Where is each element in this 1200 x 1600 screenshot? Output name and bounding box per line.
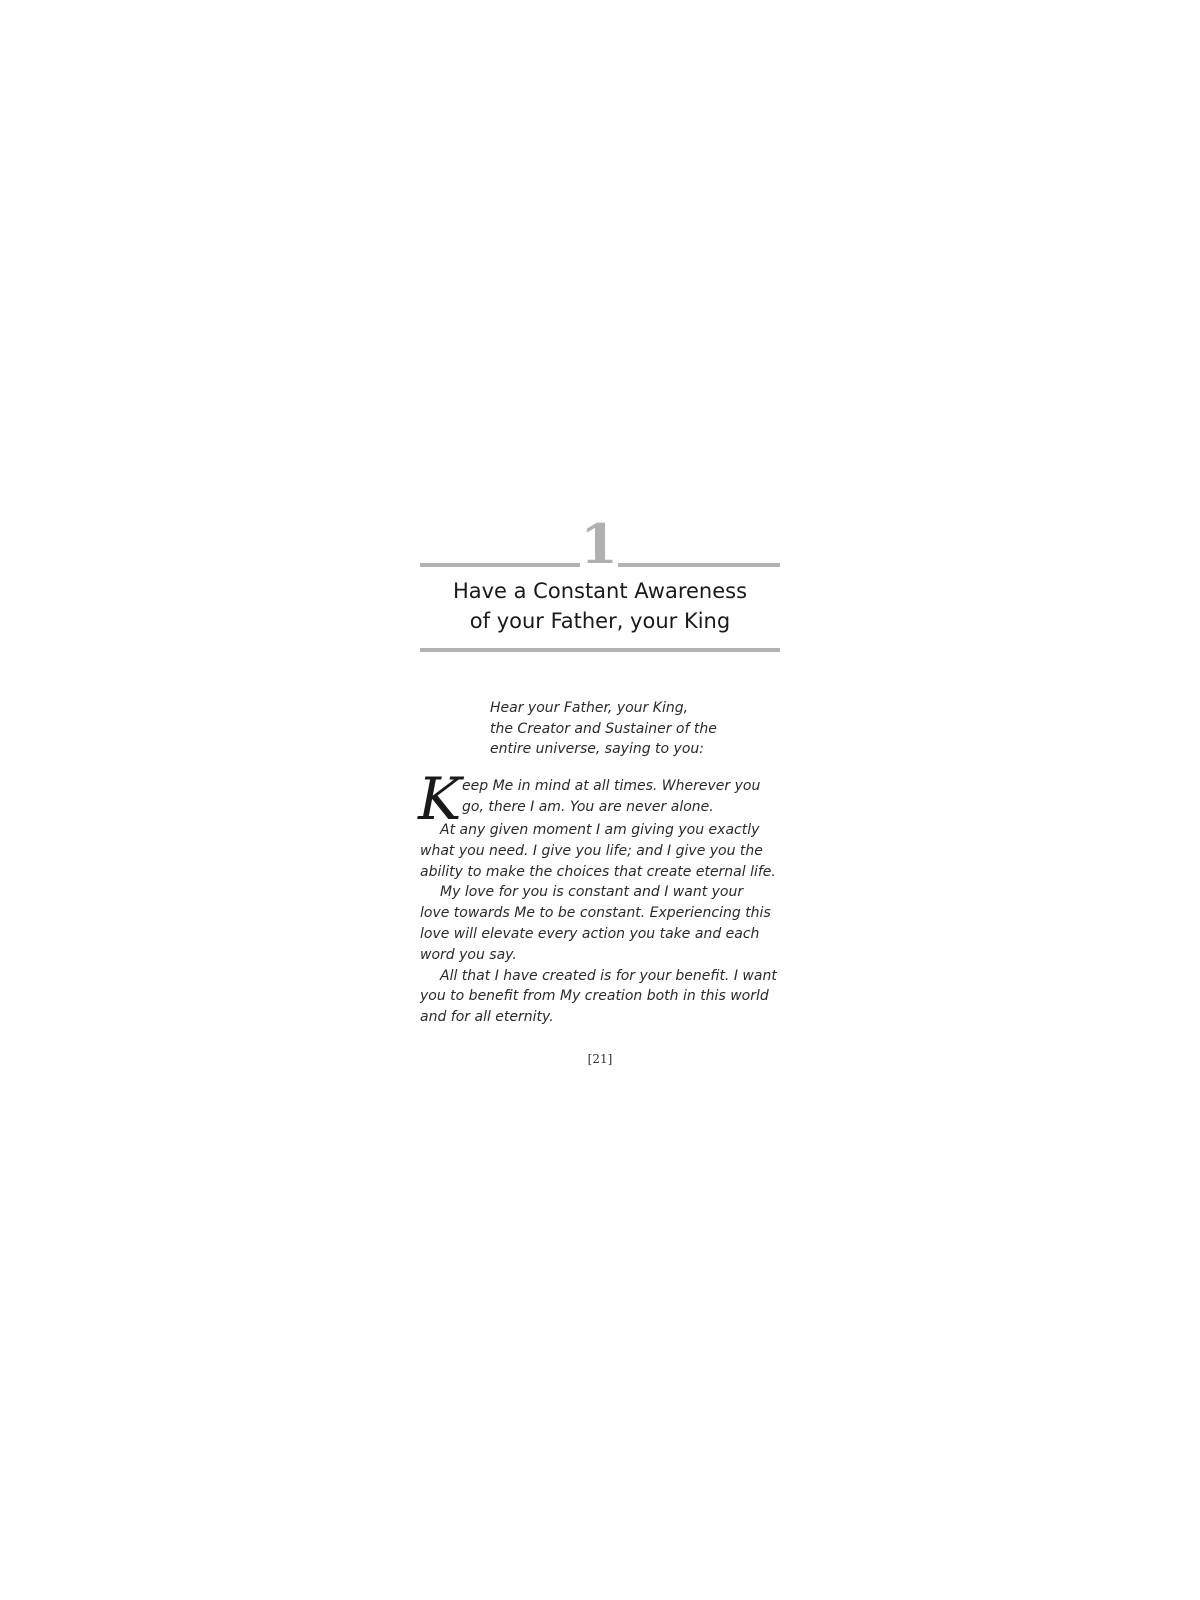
text-line: love towards Me to be constant. Experiencing this xyxy=(420,905,771,922)
text-line: love will elevate every action you take and each xyxy=(420,925,760,942)
chapter-title xyxy=(420,576,780,636)
text-line: eep Me in mind at all times. Wherever you xyxy=(462,778,761,794)
chapter-header xyxy=(420,512,780,576)
chapter-title-line: of your Father, your King xyxy=(469,609,731,633)
text-line: All that I have created is for your benefit. I want xyxy=(440,967,777,984)
paragraph-2 xyxy=(420,820,780,882)
text-line: what you need. I give you life; and I give you the xyxy=(420,842,763,859)
text-line: At any given moment I am giving you exactly xyxy=(440,822,760,838)
body-text xyxy=(418,765,780,1028)
epigraph-line: Hear your Father, your King, xyxy=(490,700,689,716)
text-line: and for all eternity. xyxy=(420,1009,554,1026)
drop-cap: K xyxy=(418,765,462,833)
chapter-number: 1 xyxy=(580,512,618,576)
paragraph-4 xyxy=(420,966,780,1028)
rule-right xyxy=(618,563,780,567)
epigraph-line: entire universe, saying to you: xyxy=(490,741,704,757)
text-line: you to benefit from My creation both in this world xyxy=(420,988,769,1005)
book-page xyxy=(418,512,780,1080)
page-number: [21] xyxy=(587,1052,613,1066)
rule-left xyxy=(420,563,580,567)
chapter-title-line: Have a Constant Awareness xyxy=(452,579,748,603)
paragraph-3 xyxy=(420,882,780,965)
text-line: go, there I am. You are never alone. xyxy=(462,798,714,815)
text-line: ability to make the choices that create eternal life. xyxy=(420,863,776,880)
epigraph xyxy=(490,698,720,760)
rule-bottom xyxy=(420,648,780,652)
text-line: My love for you is constant and I want your xyxy=(440,884,744,901)
text-line: word you say. xyxy=(420,946,517,963)
epigraph-line: the Creator and Sustainer of the xyxy=(490,720,717,737)
